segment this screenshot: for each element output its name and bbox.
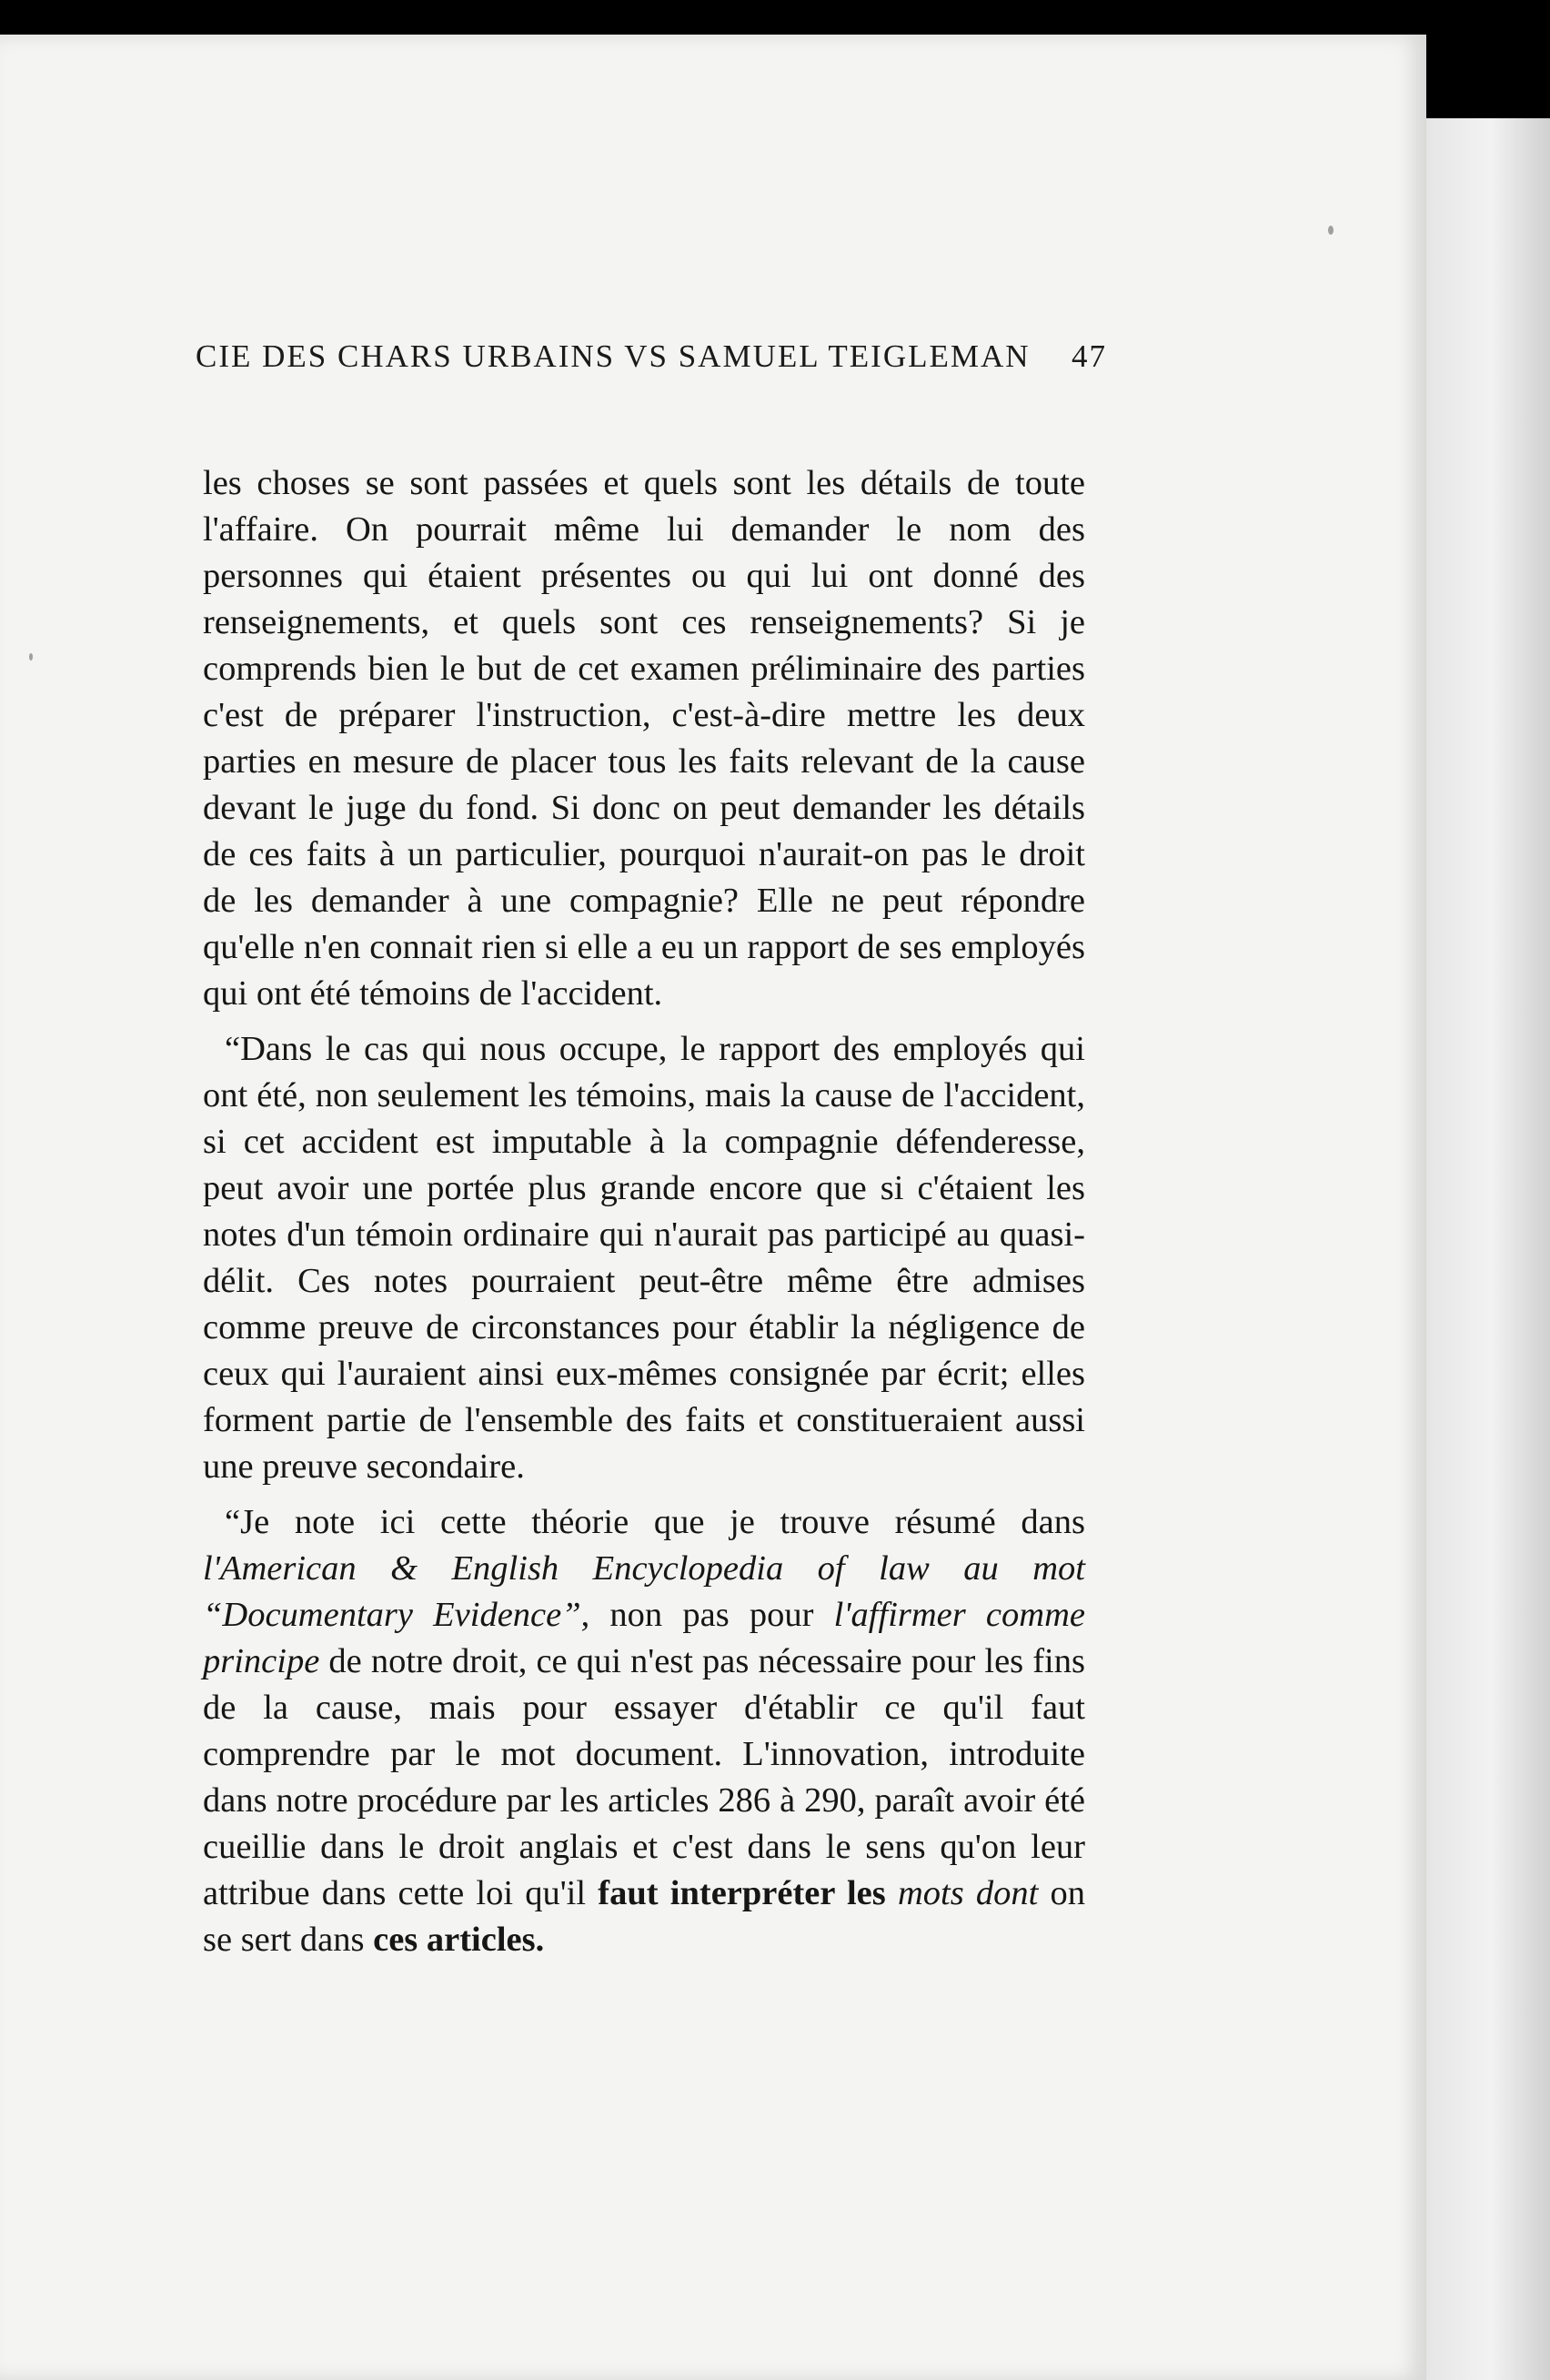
paragraph-3-text-3: de notre droit, ce qui n'est pas nécessaire pour les fins de la cause, mais pour essayer d'établir ce qu'il faut comprendre par le mot document. L'innovation, introduite dans notre procédure par les articles 286 à 290, paraît avoir été cueillie dans le droit anglais et c'est dans le sens qu'on leur attribue dans cette loi qu'il bbox=[203, 1642, 1085, 1912]
paragraph-3 bbox=[203, 1499, 1085, 1963]
ink-speck bbox=[1328, 226, 1334, 235]
paragraph-3-text-1: “Je note ici cette théorie que je trouve résumé dans bbox=[225, 1503, 1085, 1541]
paragraph-3-bold-phrase: faut interpréter les bbox=[598, 1874, 886, 1912]
body-text bbox=[203, 460, 1085, 1963]
paragraph-3-text-4: on se sert dans bbox=[203, 1874, 1086, 1959]
paragraph-3-italic-phrase: l'affirmer comme principe bbox=[203, 1596, 1085, 1680]
paragraph-3-citation: l'American & English Encyclopedia of law au mot “Documentary Evidence” bbox=[203, 1549, 1085, 1634]
running-head-title: CIE DES CHARS URBAINS VS SAMUEL TEIGLEMAN bbox=[196, 338, 1031, 374]
paragraph-2: “Dans le cas qui nous occupe, le rapport des employés qui ont été, non seulement les témoins, mais la cause de l'accident, si cet accident est imputable à la compagnie défenderesse, peut avoir une portée plus grande encore que si c'étaient les notes d'un témoin ordinaire qui n'aurait pas participé au quasi-délit. Ces notes pourraient peut-être même être admises comme preuve de circonstances pour établir la négligence de ceux qui l'auraient ainsi eux-mêmes consignée par écrit; elles forment partie de l'ensemble des faits et constitueraient aussi une preuve secondaire. bbox=[203, 1030, 1085, 1486]
page-number: 47 bbox=[1072, 338, 1107, 374]
paragraph-3-italic-end: mots dont bbox=[897, 1874, 1039, 1912]
paragraph-3-bold-end: ces articles. bbox=[373, 1921, 545, 1959]
paragraph-1: les choses se sont passées et quels sont les détails de toute l'affaire. On pourrait même lui demander le nom des personnes qui étaient présentes ou qui lui ont donné des renseignements, et quels sont ces renseignements? Si je comprends bien le but de cet examen préliminaire des parties c'est de préparer l'instruction, c'est-à-dire mettre les deux parties en mesure de placer tous les faits relevant de la cause devant le juge du fond. Si donc on peut demander les détails de ces faits à un particulier, pourquoi n'aurait-on pas le droit de les demander à une compagnie? Elle ne peut répondre qu'elle n'en connait rien si elle a eu un rapport de ses employés qui ont été témoins de l'accident. bbox=[203, 464, 1085, 1013]
ink-speck bbox=[29, 653, 33, 661]
paragraph-3-text-2: , non pas pour bbox=[580, 1596, 834, 1634]
